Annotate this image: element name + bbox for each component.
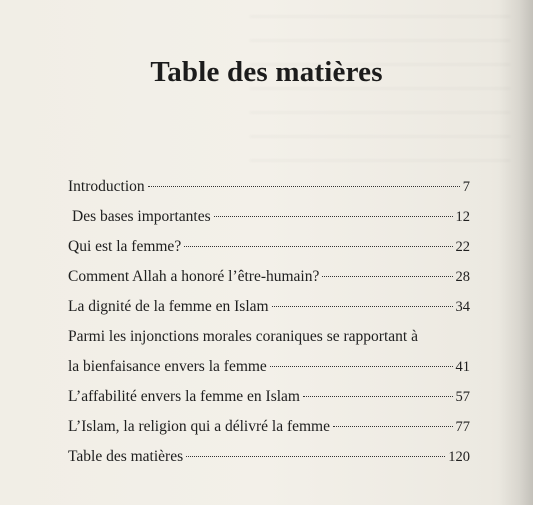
toc-entry-allah-honore: [68, 268, 470, 298]
toc-entry-title: Parmi les injonctions morales coraniques se rapportant à: [68, 328, 418, 345]
dot-leader: [186, 456, 445, 457]
toc-page-number: 120: [448, 449, 470, 465]
dot-leader: [303, 396, 453, 397]
toc-entry-bases-importantes: [68, 208, 470, 238]
dot-leader: [270, 366, 453, 367]
toc-entry-title: Des bases importantes: [72, 208, 211, 225]
dot-leader: [148, 186, 460, 187]
toc-entry-title: Comment Allah a honoré l’être-humain?: [68, 268, 320, 285]
page-title: Table des matières: [150, 56, 383, 88]
toc-page-number: 7: [462, 179, 470, 195]
toc-entry-islam-delivre: [68, 418, 470, 448]
toc-entry-introduction: [68, 178, 470, 208]
toc-page-number: 12: [455, 209, 470, 225]
toc-page-number: 77: [455, 419, 470, 435]
toc-page-number: 41: [455, 359, 470, 375]
dot-leader: [184, 246, 452, 247]
table-of-contents: [68, 178, 470, 478]
toc-page-number: 28: [455, 269, 470, 285]
toc-entry-dignite: [68, 298, 470, 328]
toc-entry-injonctions-line1: [68, 328, 470, 358]
toc-entry-title: L’Islam, la religion qui a délivré la femme: [68, 418, 330, 435]
toc-entry-qui-est-la-femme: [68, 238, 470, 268]
toc-entry-title: Table des matières: [68, 448, 184, 465]
dot-leader: [214, 216, 453, 217]
toc-entry-title: la bienfaisance envers la femme: [68, 358, 267, 375]
toc-page-number: 22: [455, 239, 470, 255]
toc-page-number: 57: [455, 389, 470, 405]
toc-entry-title: Qui est la femme?: [68, 238, 182, 255]
toc-entry-table-des-matieres: [68, 448, 470, 478]
dot-leader: [322, 276, 452, 277]
toc-entry-title: Introduction: [68, 178, 145, 195]
toc-page-number: 34: [455, 299, 470, 315]
toc-entry-title: La dignité de la femme en Islam: [68, 298, 269, 315]
toc-entry-bienfaisance: [68, 358, 470, 388]
dot-leader: [272, 306, 453, 307]
toc-entry-affabilite: [68, 388, 470, 418]
toc-entry-title: L’affabilité envers la femme en Islam: [68, 388, 300, 405]
dot-leader: [333, 426, 453, 427]
